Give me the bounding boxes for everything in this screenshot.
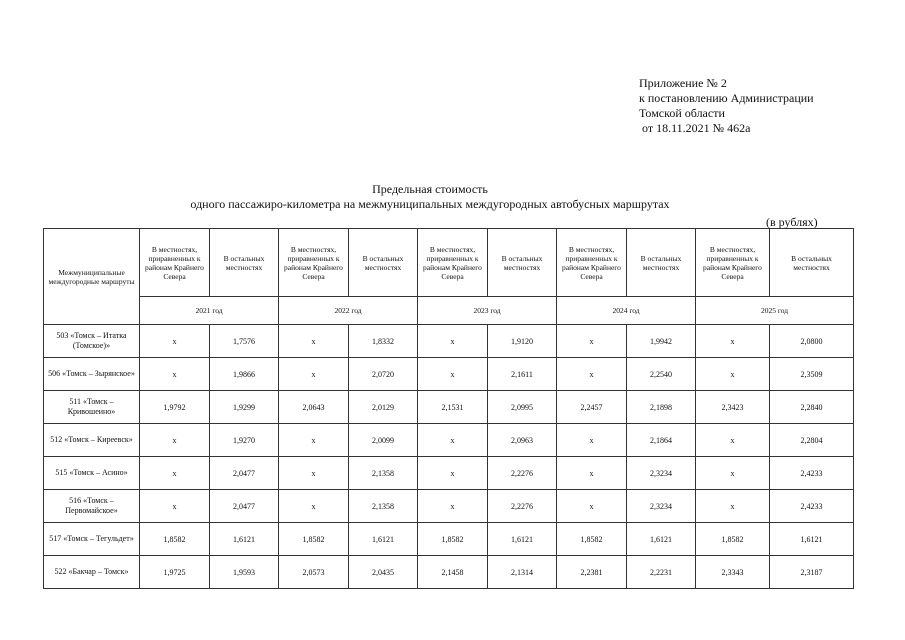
value-cell: 2,0435 — [349, 556, 418, 589]
value-cell: 2,4233 — [770, 490, 854, 523]
value-cell: х — [696, 325, 770, 358]
value-cell: 2,1898 — [627, 391, 696, 424]
value-cell: 1,8582 — [557, 523, 627, 556]
value-cell: 2,2381 — [557, 556, 627, 589]
col-other-2025: В остальных местностях — [770, 229, 854, 297]
col-other-2023: В остальных местностях — [488, 229, 557, 297]
year-2021: 2021 год — [140, 297, 279, 325]
value-cell: 1,7576 — [210, 325, 279, 358]
col-other-2022: В остальных местностях — [349, 229, 418, 297]
value-cell: 2,3509 — [770, 358, 854, 391]
value-cell: 1,8332 — [349, 325, 418, 358]
annex-line-3: Томской области — [639, 106, 725, 120]
route-name-cell: 522 «Бакчар – Томск» — [44, 556, 140, 589]
route-name-cell: 512 «Томск – Киреевск» — [44, 424, 140, 457]
value-cell: 1,9120 — [488, 325, 557, 358]
value-cell: х — [279, 490, 349, 523]
value-cell: х — [279, 358, 349, 391]
value-cell: 1,6121 — [349, 523, 418, 556]
value-cell: 2,1531 — [418, 391, 488, 424]
value-cell: 1,6121 — [210, 523, 279, 556]
value-cell: х — [557, 457, 627, 490]
value-cell: х — [696, 457, 770, 490]
col-other-2021: В остальных местностях — [210, 229, 279, 297]
year-row — [44, 297, 854, 325]
table-row — [44, 391, 854, 424]
value-cell: х — [696, 490, 770, 523]
value-cell: 1,9593 — [210, 556, 279, 589]
value-cell: х — [418, 490, 488, 523]
year-2022: 2022 год — [279, 297, 418, 325]
value-cell: 2,2804 — [770, 424, 854, 457]
value-cell: 1,9725 — [140, 556, 210, 589]
value-cell: 2,2276 — [488, 457, 557, 490]
value-cell: х — [140, 490, 210, 523]
value-cell: 2,0573 — [279, 556, 349, 589]
value-cell: 1,8582 — [418, 523, 488, 556]
value-cell: 2,3234 — [627, 457, 696, 490]
table-row — [44, 556, 854, 589]
value-cell: х — [557, 358, 627, 391]
header-row — [44, 229, 854, 297]
table-body — [44, 325, 854, 589]
year-2024: 2024 год — [557, 297, 696, 325]
value-cell: 2,3234 — [627, 490, 696, 523]
value-cell: 2,3187 — [770, 556, 854, 589]
table-row — [44, 325, 854, 358]
route-header: Межмуниципальные междугородные маршруты — [44, 229, 140, 325]
value-cell: 1,9270 — [210, 424, 279, 457]
annex-line-2: к постановлению Администрации — [639, 91, 814, 105]
route-name-cell: 517 «Томск – Тегульдет» — [44, 523, 140, 556]
value-cell: 1,8582 — [140, 523, 210, 556]
value-cell: 1,6121 — [770, 523, 854, 556]
value-cell: х — [140, 457, 210, 490]
table-row — [44, 490, 854, 523]
value-cell: х — [557, 325, 627, 358]
value-cell: 2,0643 — [279, 391, 349, 424]
title-line-1: Предельная стоимость — [372, 182, 488, 196]
value-cell: х — [696, 358, 770, 391]
value-cell: 2,1358 — [349, 457, 418, 490]
value-cell: 2,1611 — [488, 358, 557, 391]
value-cell: 2,3343 — [696, 556, 770, 589]
year-2025: 2025 год — [696, 297, 854, 325]
annex-line-1: Приложение № 2 — [639, 76, 727, 90]
value-cell: 1,6121 — [488, 523, 557, 556]
value-cell: 2,2840 — [770, 391, 854, 424]
value-cell: 2,4233 — [770, 457, 854, 490]
table-row — [44, 523, 854, 556]
value-cell: х — [140, 424, 210, 457]
cost-table — [43, 228, 854, 589]
value-cell: 2,1458 — [418, 556, 488, 589]
value-cell: х — [418, 457, 488, 490]
route-name-cell: 506 «Томск – Зырянское» — [44, 358, 140, 391]
route-name-cell: 516 «Томск – Первомайское» — [44, 490, 140, 523]
value-cell: 1,8582 — [696, 523, 770, 556]
value-cell: 2,1358 — [349, 490, 418, 523]
value-cell: х — [418, 358, 488, 391]
value-cell: х — [418, 325, 488, 358]
value-cell: 1,9866 — [210, 358, 279, 391]
value-cell: 2,0963 — [488, 424, 557, 457]
value-cell: х — [140, 358, 210, 391]
value-cell: х — [696, 424, 770, 457]
value-cell: 2,2540 — [627, 358, 696, 391]
value-cell: 1,6121 — [627, 523, 696, 556]
route-name-cell: 515 «Томск – Асино» — [44, 457, 140, 490]
value-cell: х — [557, 424, 627, 457]
col-north-2025: В местностях, приравненных к районам Крайнего Севера — [696, 229, 770, 297]
annex-note — [639, 76, 814, 136]
col-north-2021: В местностях, приравненных к районам Крайнего Севера — [140, 229, 210, 297]
value-cell: 2,2457 — [557, 391, 627, 424]
route-name-cell: 503 «Томск – Итатка (Томское)» — [44, 325, 140, 358]
annex-line-4: от 18.11.2021 № 462а — [642, 121, 751, 135]
value-cell: х — [418, 424, 488, 457]
year-2023: 2023 год — [418, 297, 557, 325]
value-cell: 1,9792 — [140, 391, 210, 424]
col-other-2024: В остальных местностях — [627, 229, 696, 297]
value-cell: х — [279, 325, 349, 358]
value-cell: 2,0720 — [349, 358, 418, 391]
col-north-2024: В местностях, приравненных к районам Крайнего Севера — [557, 229, 627, 297]
value-cell: х — [279, 424, 349, 457]
value-cell: х — [140, 325, 210, 358]
route-name-cell: 511 «Томск – Кривошеино» — [44, 391, 140, 424]
value-cell: 1,9942 — [627, 325, 696, 358]
value-cell: х — [557, 490, 627, 523]
value-cell: 2,1864 — [627, 424, 696, 457]
table-row — [44, 358, 854, 391]
value-cell: х — [279, 457, 349, 490]
unit-label: (в рублях) — [766, 215, 818, 229]
value-cell: 2,0477 — [210, 457, 279, 490]
value-cell: 2,0995 — [488, 391, 557, 424]
title-line-2: одного пассажиро-километра на межмуниципальных междугородных автобусных маршрутах — [190, 197, 670, 211]
value-cell: 2,0099 — [349, 424, 418, 457]
col-north-2022: В местностях, приравненных к районам Крайнего Севера — [279, 229, 349, 297]
value-cell: 2,0129 — [349, 391, 418, 424]
col-north-2023: В местностях, приравненных к районам Крайнего Севера — [418, 229, 488, 297]
value-cell: 2,2276 — [488, 490, 557, 523]
value-cell: 1,8582 — [279, 523, 349, 556]
document-title — [0, 182, 860, 212]
value-cell: 2,2231 — [627, 556, 696, 589]
value-cell: 2,0800 — [770, 325, 854, 358]
value-cell: 2,0477 — [210, 490, 279, 523]
value-cell: 2,1314 — [488, 556, 557, 589]
value-cell: 2,3423 — [696, 391, 770, 424]
table-row — [44, 457, 854, 490]
table-row — [44, 424, 854, 457]
value-cell: 1,9299 — [210, 391, 279, 424]
